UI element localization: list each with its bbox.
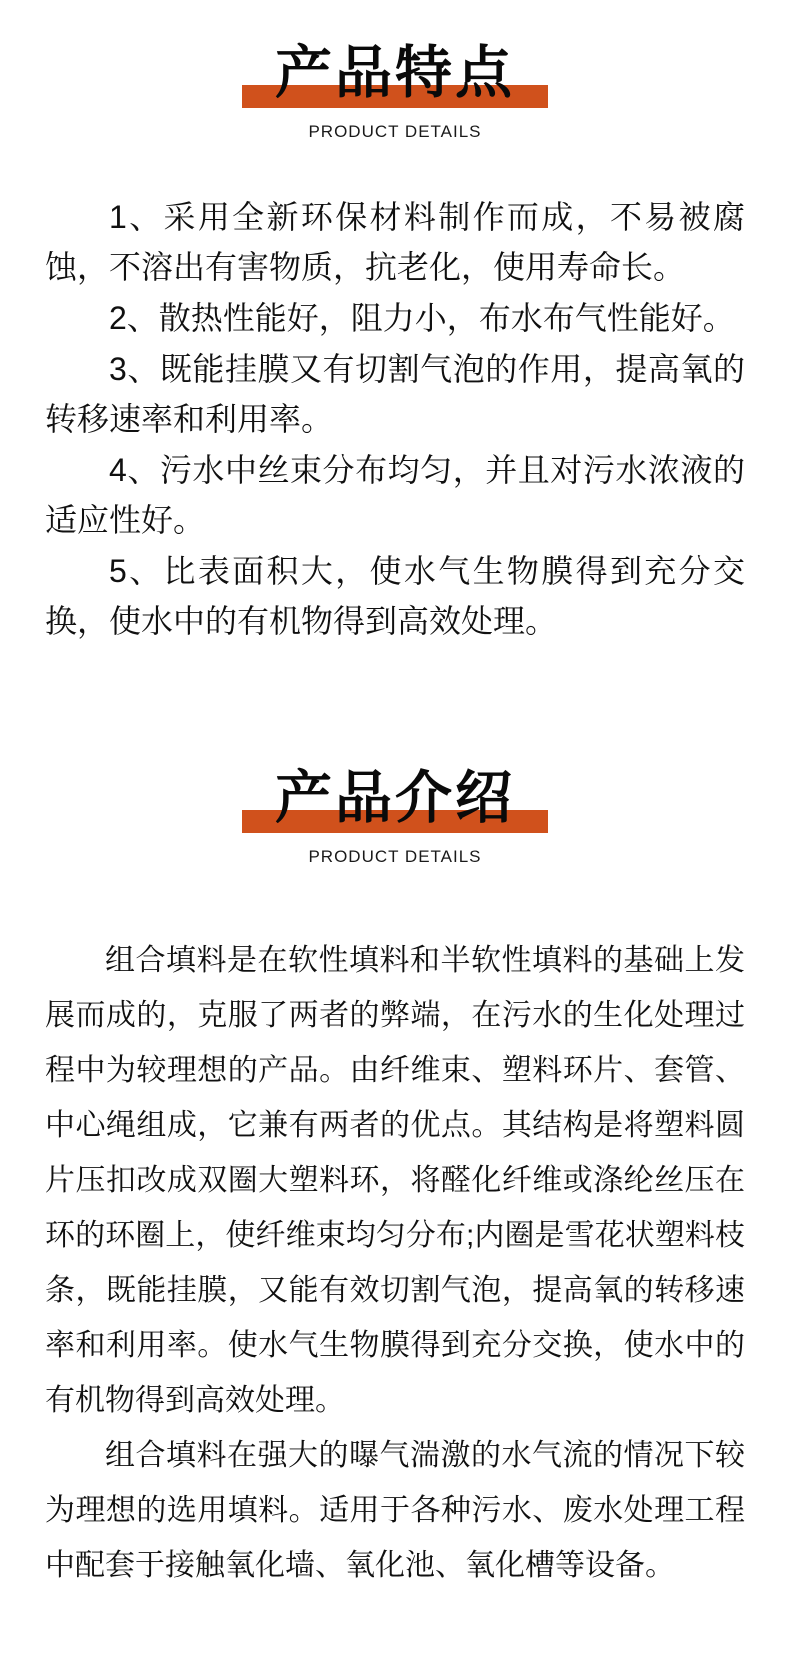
features-section-subtitle: PRODUCT DETAILS — [308, 121, 482, 141]
introduction-section — [0, 647, 790, 1593]
feature-item-4: 4、污水中丝束分布均匀，并且对污水浓液的适应性好。 — [45, 451, 745, 538]
features-section-title: 产品特点 — [275, 41, 515, 105]
features-list — [0, 192, 790, 646]
features-header — [0, 42, 790, 142]
introduction-section-subtitle: PRODUCT DETAILS — [308, 846, 482, 866]
features-title-wrap — [275, 42, 515, 106]
introduction-title-wrap — [275, 767, 515, 831]
introduction-paragraph-2: 组合填料在强大的曝气湍激的水气流的情况下较为理想的选用填料。适用于各种污水、废水处理工程中配套于接触氧化墙、氧化池、氧化槽等设备。 — [45, 1438, 745, 1582]
feature-item-2: 2、散热性能好，阻力小，布水布气性能好。 — [109, 299, 735, 336]
introduction-header — [0, 767, 790, 867]
feature-item-3: 3、既能挂膜又有切割气泡的作用，提高氧的转移速率和利用率。 — [45, 350, 745, 437]
feature-item-5: 5、比表面积大，使水气生物膜得到充分交换，使水中的有机物得到高效处理。 — [45, 552, 745, 639]
introduction-section-title: 产品介绍 — [275, 765, 515, 830]
introduction-text — [0, 933, 790, 1593]
introduction-paragraph-1: 组合填料是在软性填料和半软性填料的基础上发展而成的，克服了两者的弊端，在污水的生化处理过程中为较理想的产品。由纤维束、塑料环片、套管、中心绳组成，它兼有两者的优点。其结构是将塑料圆片压扣改成双圈大塑料环，将醛化纤维或涤纶丝压在环的环圈上，使纤维束均匀分布;内圈是雪花状塑料枝条，既能挂膜，又能有效切割气泡，提高氧的转移速率和利用率。使水气生物膜得到充分交换，使水中的有机物得到高效处理。 — [45, 943, 745, 1417]
features-section — [0, 0, 790, 646]
feature-item-1: 1、采用全新环保材料制作而成，不易被腐蚀，不溶出有害物质，抗老化，使用寿命长。 — [45, 198, 745, 285]
